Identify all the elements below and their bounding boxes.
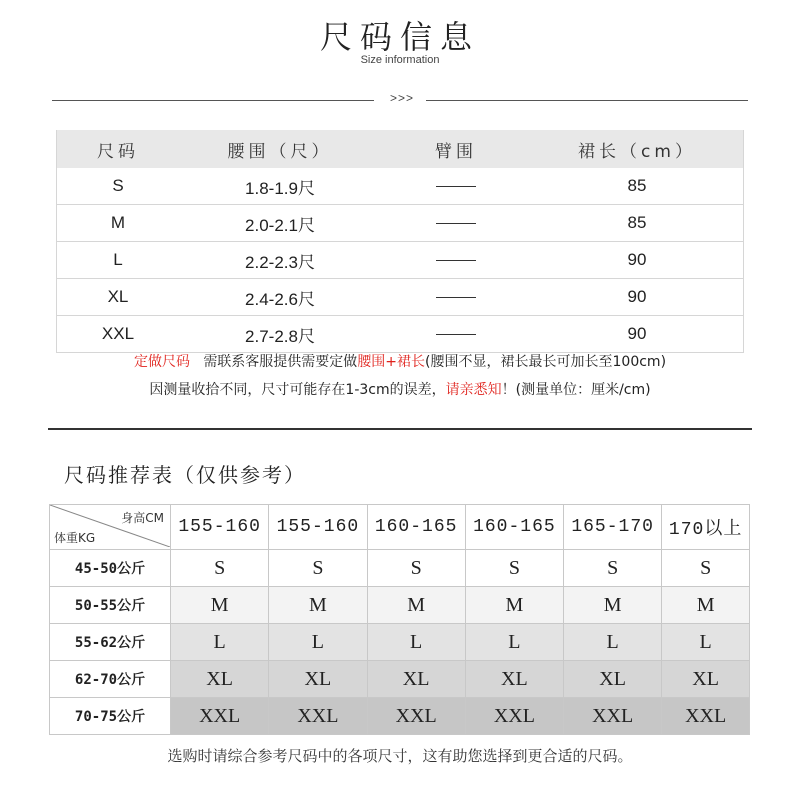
size-cell: M [171, 587, 269, 624]
measurement-text: 因测量收拾不同，尺寸可能存在1-3cm的误差， [149, 382, 446, 398]
dash-line [436, 186, 476, 187]
size-cell: S [465, 550, 563, 587]
table-row [57, 279, 744, 316]
cell-length: 90 [531, 242, 744, 279]
height-header: 170以上 [662, 505, 750, 550]
size-cell: L [171, 624, 269, 661]
size-cell: L [662, 624, 750, 661]
section-separator [48, 428, 752, 430]
height-header: 155-160 [171, 505, 269, 550]
cell-waist: 2.4-2.6尺 [179, 279, 381, 316]
dash-line [436, 260, 476, 261]
cell-arm [381, 279, 531, 316]
size-cell: XXL [269, 698, 367, 735]
dash-line [436, 334, 476, 335]
size-cell: XXL [171, 698, 269, 735]
custom-size-note [0, 351, 800, 371]
divider-line-right [426, 100, 748, 101]
cell-arm [381, 242, 531, 279]
height-header: 165-170 [564, 505, 662, 550]
size-cell: XXL [465, 698, 563, 735]
size-cell: XL [564, 661, 662, 698]
measurement-note [0, 379, 800, 399]
height-header: 155-160 [269, 505, 367, 550]
cell-arm [381, 316, 531, 353]
size-cell: XL [367, 661, 465, 698]
measurement-warning: 请亲悉知 [445, 382, 502, 398]
cell-size: M [57, 205, 180, 242]
size-cell: XXL [367, 698, 465, 735]
custom-size-text: 需联系客服提供需要定做 [203, 354, 358, 370]
custom-size-detail: (腰围不显，裙长最长可加长至100cm) [425, 354, 667, 370]
cell-size: XL [57, 279, 180, 316]
table-row [57, 242, 744, 279]
weight-label: 62-70公斤 [50, 661, 171, 698]
cell-waist: 1.8-1.9尺 [179, 168, 381, 205]
table-row [50, 661, 750, 698]
size-cell: L [367, 624, 465, 661]
rec-header-row [50, 505, 750, 550]
table-row [50, 698, 750, 735]
col-header-length: 裙长（cm） [531, 130, 744, 168]
table-row [50, 587, 750, 624]
table-row [57, 316, 744, 353]
weight-label: 55-62公斤 [50, 624, 171, 661]
page-title: 尺码信息 [319, 18, 480, 56]
size-cell: M [465, 587, 563, 624]
size-cell: L [465, 624, 563, 661]
size-cell: S [269, 550, 367, 587]
divider-line-left [52, 100, 374, 101]
cell-waist: 2.7-2.8尺 [179, 316, 381, 353]
size-cell: M [367, 587, 465, 624]
recommendation-title: 尺码推荐表（仅供参考） [64, 463, 306, 487]
footer-note: 选购时请综合参考尺码中的各项尺寸，这有助您选择到更合适的尺码。 [167, 747, 633, 765]
weight-label: 70-75公斤 [50, 698, 171, 735]
size-cell: L [564, 624, 662, 661]
table-row [50, 550, 750, 587]
custom-size-label: 定做尺码 [133, 354, 190, 370]
cell-size: XXL [57, 316, 180, 353]
corner-weight-label: 体重KG [54, 531, 96, 545]
size-cell: M [564, 587, 662, 624]
corner-cell [50, 505, 171, 550]
size-cell: XXL [662, 698, 750, 735]
size-cell: S [171, 550, 269, 587]
size-cell: XL [662, 661, 750, 698]
col-header-size: 尺码 [57, 130, 180, 168]
measurement-unit: ！(测量单位：厘米/cm) [501, 382, 651, 398]
divider-arrows-icon: >>> [389, 91, 415, 105]
cell-length: 90 [531, 279, 744, 316]
section-divider [52, 91, 748, 105]
size-recommendation-table [49, 504, 750, 735]
weight-label: 45-50公斤 [50, 550, 171, 587]
weight-label: 50-55公斤 [50, 587, 171, 624]
size-cell: S [367, 550, 465, 587]
cell-waist: 2.2-2.3尺 [179, 242, 381, 279]
cell-size: S [57, 168, 180, 205]
cell-waist: 2.0-2.1尺 [179, 205, 381, 242]
size-cell: L [269, 624, 367, 661]
size-cell: S [662, 550, 750, 587]
cell-size: L [57, 242, 180, 279]
custom-size-fields: 腰围+裙长 [357, 354, 426, 370]
size-cell: XL [269, 661, 367, 698]
size-table-header [57, 130, 744, 168]
size-cell: S [564, 550, 662, 587]
cell-arm [381, 168, 531, 205]
dash-line [436, 223, 476, 224]
size-cell: M [269, 587, 367, 624]
col-header-waist: 腰围（尺） [179, 130, 381, 168]
table-row [57, 168, 744, 205]
height-header: 160-165 [465, 505, 563, 550]
table-row [50, 624, 750, 661]
size-cell: XL [465, 661, 563, 698]
corner-height-label: 身高CM [121, 511, 164, 525]
dash-line [436, 297, 476, 298]
height-header: 160-165 [367, 505, 465, 550]
cell-length: 85 [531, 168, 744, 205]
col-header-arm: 臂围 [381, 130, 531, 168]
cell-length: 90 [531, 316, 744, 353]
cell-arm [381, 205, 531, 242]
table-row [57, 205, 744, 242]
size-cell: M [662, 587, 750, 624]
size-info-table [56, 130, 744, 353]
page-subtitle: Size information [360, 54, 440, 66]
size-cell: XXL [564, 698, 662, 735]
cell-length: 85 [531, 205, 744, 242]
size-cell: XL [171, 661, 269, 698]
